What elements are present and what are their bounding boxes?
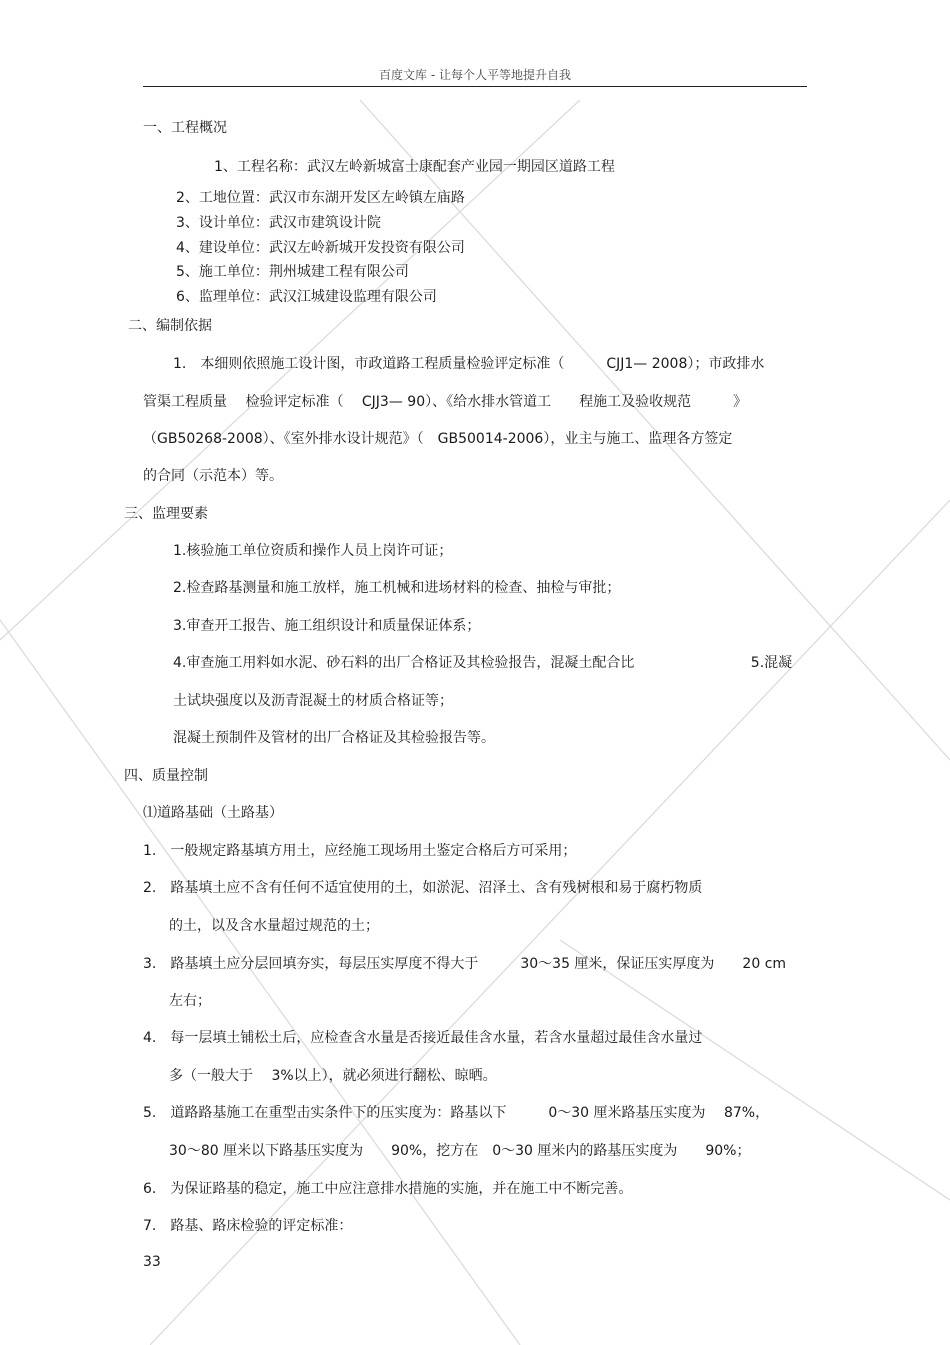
list-item: 2、工地位置：武汉市东湖开发区左岭镇左庙路 (176, 190, 465, 206)
list-item: 4、建设单位：武汉左岭新城开发投资有限公司 (176, 240, 465, 256)
list-item: 土试块强度以及沥青混凝土的材质合格证等； (173, 693, 453, 709)
list-item: 6、监理单位：武汉江城建设监理有限公司 (176, 289, 437, 305)
list-item: 4.审查施工用料如水泥、砂石料的出厂合格证及其检验报告，混凝土配合比 5.混凝 (173, 655, 793, 671)
list-item: 多（一般大于 3%以上），就必须进行翻松、晾晒。 (169, 1068, 497, 1084)
list-item: 3. 路基填土应分层回填夯实，每层压实厚度不得大于 30～35 厘米，保证压实厚度为 20 cm (143, 956, 787, 972)
list-item: 混凝土预制件及管材的出厂合格证及其检验报告等。 (173, 730, 495, 746)
list-item: 5. 道路路基施工在重型击实条件下的压实度为：路基以下 0～30 厘米路基压实度为 87%， (143, 1105, 770, 1121)
paragraph-line: 1. 本细则依照施工设计图，市政道路工程质量检验评定标准（ CJJ1— 2008）；市政排水 (173, 356, 765, 372)
list-item: 左右； (169, 993, 211, 1009)
list-item: 5、施工单位：荆州城建工程有限公司 (176, 264, 409, 280)
paragraph-line: 的合同（示范本）等。 (143, 468, 283, 484)
paragraph-line: （GB50268-2008）、《室外排水设计规范》（ GB50014-2006），业主与施工、监理各方签定 (143, 431, 733, 447)
list-item: 3、设计单位：武汉市建筑设计院 (176, 215, 381, 231)
list-item: 1.核验施工单位资质和操作人员上岗许可证； (173, 543, 453, 559)
list-item: 4. 每一层填土铺松土后，应检查含水量是否接近最佳含水量，若含水量超过最佳含水量过 (143, 1030, 703, 1046)
page-number: 33 (143, 1254, 161, 1270)
list-item: 1、工程名称：武汉左岭新城富士康配套产业园一期园区道路工程 (214, 159, 615, 175)
list-item: 的土，以及含水量超过规范的土； (169, 918, 379, 934)
list-item: 7. 路基、路床检验的评定标准： (143, 1218, 353, 1234)
list-item: 3.审查开工报告、施工组织设计和质量保证体系； (173, 618, 481, 634)
section-title: 一、工程概况 (143, 120, 227, 136)
section-title: 二、编制依据 (128, 318, 212, 334)
list-item: 6. 为保证路基的稳定，施工中应注意排水措施的实施，并在施工中不断完善。 (143, 1181, 633, 1197)
header-divider (143, 86, 807, 87)
list-item: 2. 路基填土应不含有任何不适宜使用的土，如淤泥、沼泽土、含有残树根和易于腐朽物质 (143, 880, 703, 896)
page-header: 百度文库 - 让每个人平等地提升自我 (379, 68, 571, 82)
paragraph-line: 管渠工程质量 检验评定标准（ CJJ3— 90）、《给水排水管道工 程施工及验收规范 》 (143, 394, 748, 410)
section-title: 三、监理要素 (124, 506, 208, 522)
list-item: 30～80 厘米以下路基压实度为 90%，挖方在 0～30 厘米内的路基压实度为 90%； (169, 1143, 751, 1159)
section-title: 四、质量控制 (124, 768, 208, 784)
list-item: 2.检查路基测量和施工放样，施工机械和进场材料的检查、抽检与审批； (173, 580, 621, 596)
subsection-title: ⑴道路基础（土路基） (143, 805, 283, 821)
list-item: 1. 一般规定路基填方用土，应经施工现场用土鉴定合格后方可采用； (143, 843, 577, 859)
